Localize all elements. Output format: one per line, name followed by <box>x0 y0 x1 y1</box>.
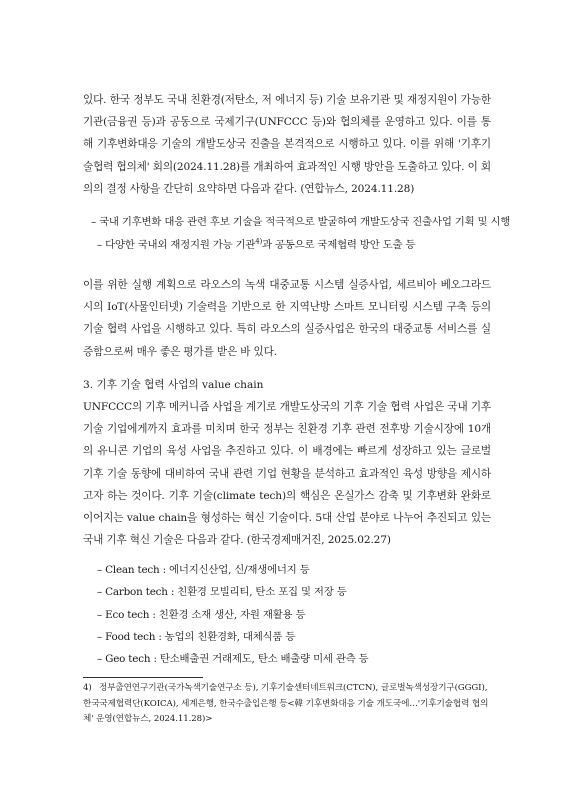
climate-tech-item: – Clean tech : 에너지신산업, 신/재생에너지 등 <box>97 564 310 576</box>
footnote-text: 정부출연연구기관(국가녹색기술연구소 등), 기후기술센터네트워크(CTCN), 글로벌녹색성장기구(GGGI), 한국국제협력단(KOICA), 세계은행, 한국수출입은행 등<韓 기후변화대응 기술 개도국에…'기후기술협력 협의체' 운영(연합뉴스, 2024.11.28)> <box>83 683 489 724</box>
paragraph-implementation: 이를 위한 실행 계획으로 라오스의 녹색 대중교통 시스템 실증사업, 세르비아 베오그라드시의 IoT(사물인터넷) 기술력을 기반으로 한 지역난방 스마트 모니터링 시스템 구축 등의 기술 협력 사업을 시행하고 있다. 특히 라오스의 실증사업은 한국의 대중교통 서비스를 실증함으로써 매우 좋은 평가를 받은 바 있다. <box>83 279 491 358</box>
footnote-divider <box>83 677 203 678</box>
decision-list <box>83 210 511 256</box>
footnote-4 <box>83 681 495 728</box>
footnote-mark: 4) <box>83 683 92 693</box>
climate-tech-item: – Carbon tech : 친환경 모빌리티, 탄소 포집 및 저장 등 <box>97 586 347 599</box>
section-heading: 3. 기후 기술 협력 사업의 value chain <box>83 379 264 391</box>
decision-item-2-text: – 다양한 국내외 재정지원 가능 기관 <box>97 239 256 251</box>
decision-item-1: – 국내 기후변화 대응 관련 후보 기술을 적극적으로 발굴하여 개발도상국 진출사업 기획 및 시행 <box>91 216 511 228</box>
climate-tech-list <box>83 559 497 670</box>
decision-item-2 <box>83 234 503 256</box>
climate-tech-item: – Eco tech : 친환경 소재 생산, 자원 재활용 등 <box>97 608 306 621</box>
climate-tech-item: – Food tech : 농업의 친환경화, 대체식품 등 <box>97 630 296 643</box>
climate-tech-item: – Geo tech : 탄소배출권 거래제도, 탄소 배출량 미세 관측 등 <box>97 653 369 666</box>
paragraph-value-chain: UNFCCC의 기후 메커니즘 사업을 계기로 개발도상국의 기후 기술 협력 사업은 국내 기후 기술 기업에게까지 효과를 미치며 한국 정부는 친환경 기후 관련 전후방 기술시장에 10개의 유니콘 기업의 육성 사업을 추진하고 있다. 이 배경에는 빠르게 성장하고 있는 글로벌 기후 기술 동향에 대비하여 국내 관련 기업 현황을 분석하고 효과적인 육성 방향을 제시하고자 하는 것이다. 기후 기술(climate tech)의 핵심은 온실가스 감축 및 기후변화 완화로 이어지는 value chain을 형성하는 혁신 기술이다. 5대 산업 분야로 나누어 추진되고 있는 국내 기후 혁신 기술은 다음과 같다. (한국경제매거진, 2025.02.27) <box>83 401 491 547</box>
decision-item-2-text-end: 과 공동으로 국제협력 방안 도출 등 <box>262 239 416 251</box>
paragraph-intro: 있다. 한국 정부도 국내 친환경(저탄소, 저 에너지 등) 기술 보유기관 및 재정지원이 가능한 기관(금융권 등)과 공동으로 국제기구(UNFCCC 등)와 협의체를 운영하고 있다. 이를 통해 기후변화대응 기술의 개발도상국 진출을 본격적으로 시행하고 있다. 이를 위해 '기후기술협력 협의체' 회의(2024.11.28)를 개최하여 효과적인 시행 방안을 도출하고 있다. 이 회의의 결정 사항을 간단히 요약하면 다음과 같다. (연합뉴스, 2024.11.28) <box>83 94 491 195</box>
footnote-ref-4[interactable]: 4) <box>255 237 263 246</box>
